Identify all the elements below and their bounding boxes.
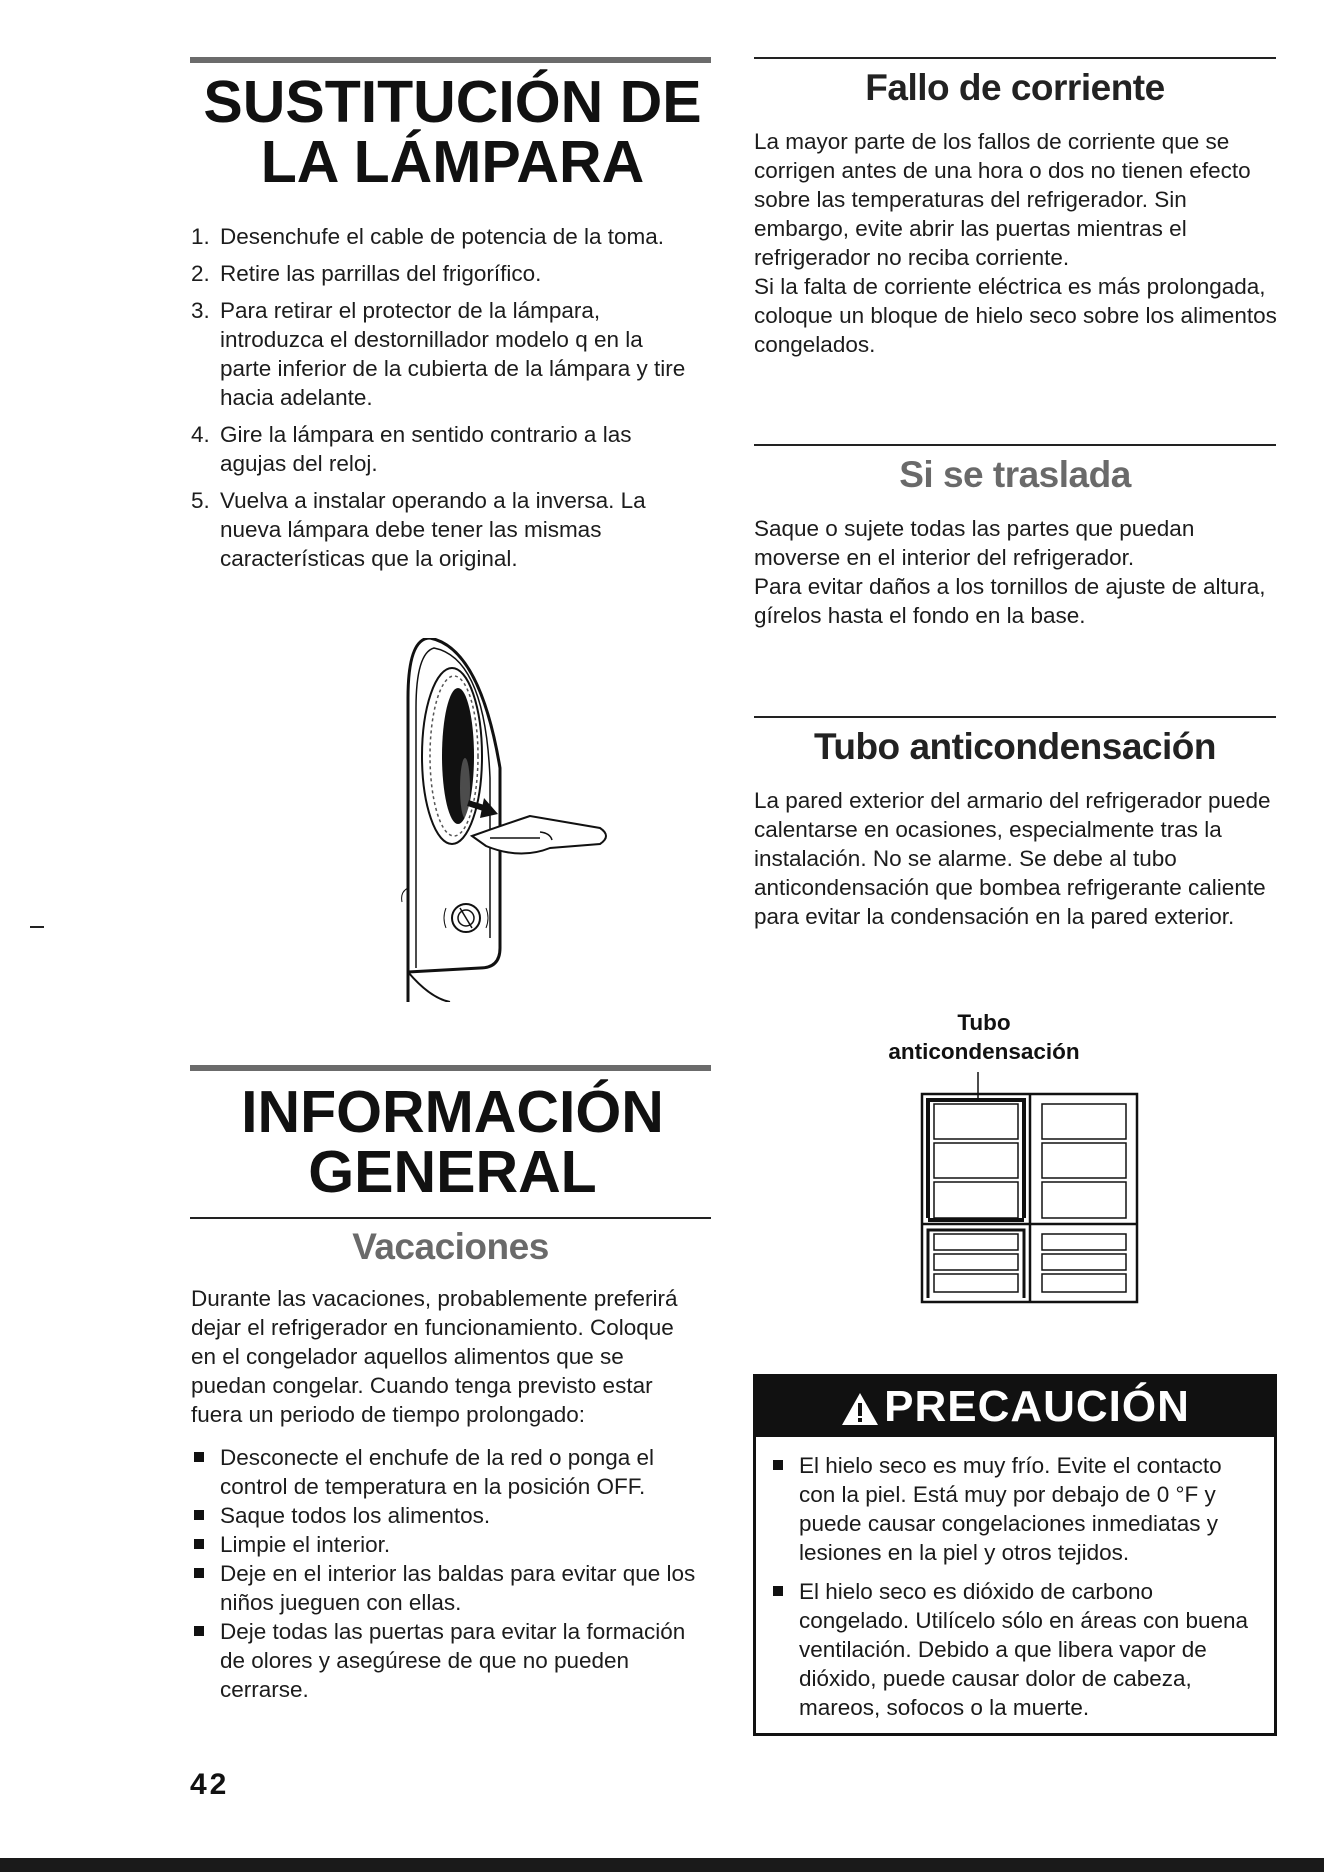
step-text: Desenchufe el cable de potencia de la toma. (220, 224, 665, 249)
moving-body (754, 514, 1279, 630)
list-item (191, 1559, 701, 1617)
step-item (191, 420, 691, 478)
list-item-text: Deje en el interior las baldas para evitar que los niños jueguen con ellas. (220, 1561, 696, 1615)
power-body (754, 127, 1279, 359)
step-text: Vuelva a instalar operando a la inversa. La nueva lámpara debe tener las mismas características que la original. (220, 488, 646, 571)
step-number: 5. (191, 488, 210, 513)
step-text: Gire la lámpara en sentido contrario a las agujas del reloj. (220, 422, 632, 476)
caution-header (756, 1377, 1274, 1437)
tube-label-line2: anticondensación (888, 1039, 1080, 1064)
vacations-text: Durante las vacaciones, probablemente preferirá dejar el refrigerador en funcionamiento. Coloque en el congelador aquellos alimentos que se puedan congelar. Cuando tenga previsto estar fuera un periodo de tiempo prolongado: (191, 1286, 678, 1427)
tube-diagram-label (854, 1008, 1114, 1066)
square-bullet-icon (194, 1626, 204, 1636)
list-item-text: Deje todas las puertas para evitar la formación de olores y asegúrese de que no pueden cerrarse. (220, 1619, 686, 1702)
section-rule-info (190, 1065, 711, 1071)
tube-body (754, 786, 1279, 931)
step-text: Retire las parrillas del frigorífico. (220, 261, 542, 286)
moving-heading: Si se traslada (899, 454, 1131, 495)
list-item-text: Saque todos los alimentos. (220, 1503, 491, 1528)
info-section-title (180, 1079, 725, 1205)
vacations-rule (190, 1217, 711, 1219)
refrigerator-diagram (920, 1072, 1140, 1304)
moving-text-2: Para evitar daños a los tornillos de ajuste de altura, gírelos hasta el fondo en la base. (754, 574, 1266, 628)
info-title-line1: INFORMACIÓN (241, 1079, 664, 1145)
step-item (191, 486, 691, 573)
step-item (191, 259, 691, 288)
square-bullet-icon (194, 1510, 204, 1520)
lamp-replacement-illustration (390, 638, 620, 1002)
vacations-heading: Vacaciones (352, 1226, 549, 1267)
list-item-text: Limpie el interior. (220, 1532, 391, 1557)
lamp-section-title (180, 69, 725, 195)
tube-heading: Tubo anticondensación (814, 726, 1216, 767)
caution-item-text: El hielo seco es muy frío. Evite el contacto con la piel. Está muy por debajo de 0 °F y puede causar congelaciones inmediatas y lesiones en la piel y otros tejidos. (799, 1453, 1222, 1565)
step-number: 4. (191, 422, 210, 447)
power-text-1: La mayor parte de los fallos de corriente que se corrigen antes de una hora o dos no tienen efecto sobre las temperaturas del refrigerador. Sin embargo, evite abrir las puertas mientras el refrigerador no reciba corriente. (754, 129, 1251, 270)
step-text: Para retirar el protector de la lámpara, introduzca el destornillador modelo q en la parte inferior de la cubierta de la lámpara y tire hacia adelante. (220, 298, 686, 410)
list-item (191, 1530, 701, 1559)
info-title-line2: GENERAL (308, 1139, 597, 1205)
page-bottom-edge (0, 1858, 1324, 1872)
caution-list (770, 1451, 1256, 1722)
tube-rule (754, 716, 1276, 718)
power-text-2: Si la falta de corriente eléctrica es más prolongada, coloque un bloque de hielo seco sobre los alimentos congelados. (754, 274, 1277, 357)
power-heading: Fallo de corriente (865, 67, 1165, 108)
warning-triangle-icon (840, 1391, 880, 1427)
vacations-list (191, 1443, 701, 1704)
moving-text-1: Saque o sujete todas las partes que puedan moverse en el interior del refrigerador. (754, 516, 1195, 570)
margin-mark (30, 926, 44, 928)
lamp-title-line1: SUSTITUCIÓN DE (203, 69, 702, 135)
section-rule-lamp (190, 57, 711, 63)
step-number: 3. (191, 298, 210, 323)
caution-item-text: El hielo seco es dióxido de carbono congelado. Utilícelo sólo en áreas con buena ventilación. Debido a que libera vapor de dióxido, puede causar dolor de cabeza, mareos, sofocos o la muerte. (799, 1579, 1249, 1720)
step-item (191, 222, 691, 251)
lamp-steps (191, 222, 691, 581)
caution-title: PRECAUCIÓN (884, 1382, 1190, 1431)
step-number: 2. (191, 261, 210, 286)
tube-label-line1: Tubo (957, 1010, 1011, 1035)
vacations-body (191, 1284, 701, 1704)
square-bullet-icon (194, 1539, 204, 1549)
step-item (191, 296, 691, 412)
caution-item (770, 1451, 1256, 1567)
step-number: 1. (191, 224, 210, 249)
moving-rule (754, 444, 1276, 446)
lamp-title-line2: LA LÁMPARA (260, 129, 645, 195)
square-bullet-icon (194, 1452, 204, 1462)
square-bullet-icon (194, 1568, 204, 1578)
list-item (191, 1443, 701, 1501)
list-item (191, 1617, 701, 1704)
list-item-text: Desconecte el enchufe de la red o ponga el control de temperatura en la posición OFF. (220, 1445, 655, 1499)
square-bullet-icon (773, 1460, 783, 1470)
power-rule (754, 57, 1276, 59)
square-bullet-icon (773, 1586, 783, 1596)
caution-box (753, 1374, 1277, 1736)
caution-item (770, 1577, 1256, 1722)
tube-text: La pared exterior del armario del refrigerador puede calentarse en ocasiones, especialmente tras la instalación. No se alarme. Se debe al tubo anticondensación que bombea refrigerante caliente para evitar la condensación en la pared exterior. (754, 788, 1271, 929)
page-number: 42 (190, 1768, 230, 1801)
list-item (191, 1501, 701, 1530)
